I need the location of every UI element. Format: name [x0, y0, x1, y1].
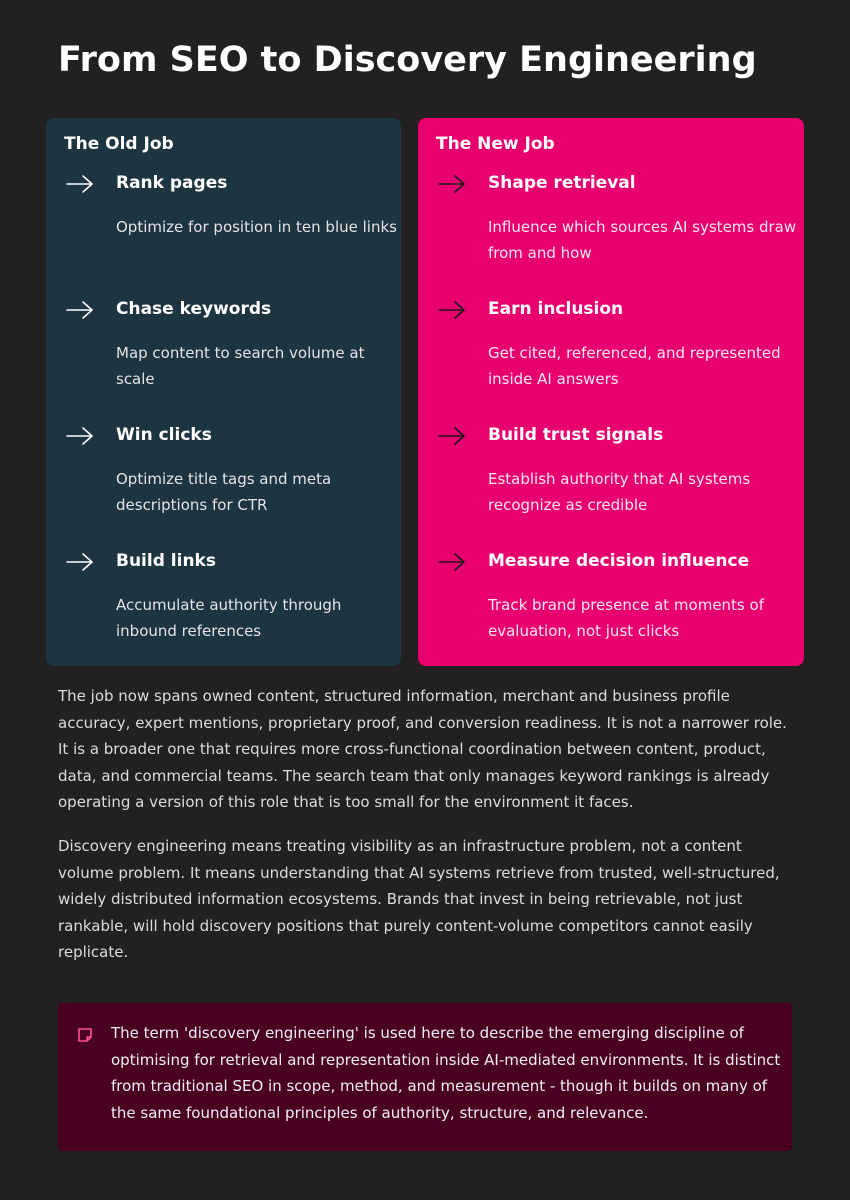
page-title: From SEO to Discovery Engineering [58, 40, 757, 80]
item-title: Measure decision influence [488, 551, 750, 571]
item-description: Map content to search volume at scale [116, 344, 365, 388]
item-description: Establish authority that AI systems recognize as credible [488, 470, 751, 514]
arrow-right-icon [438, 300, 466, 320]
arrow-right-icon [438, 426, 466, 446]
list-item [436, 154, 797, 280]
note-icon [77, 1027, 93, 1043]
item-description: Influence which sources AI systems draw from and how [488, 218, 797, 262]
arrow-right-icon [66, 300, 94, 320]
arrow-right-icon [438, 174, 466, 194]
item-description: Optimize for position in ten blue links [116, 218, 397, 236]
item-title: Chase keywords [116, 299, 272, 319]
item-description: Optimize title tags and meta descriptions for CTR [116, 470, 332, 514]
list-item [64, 154, 397, 280]
list-item [436, 532, 786, 658]
item-title: Shape retrieval [488, 173, 636, 193]
item-title: Rank pages [116, 173, 228, 193]
list-item [64, 532, 383, 658]
arrow-right-icon [66, 426, 94, 446]
arrow-right-icon [66, 174, 94, 194]
old-job-heading: The Old Job [64, 134, 174, 154]
note-callout [58, 1003, 792, 1151]
list-item [64, 280, 383, 406]
item-title: Win clicks [116, 425, 212, 445]
arrow-right-icon [438, 552, 466, 572]
item-description: Get cited, referenced, and represented inside AI answers [488, 344, 781, 388]
item-title: Build links [116, 551, 216, 571]
item-description: Track brand presence at moments of evaluation, not just clicks [488, 596, 764, 640]
new-job-card [418, 118, 804, 666]
item-title: Earn inclusion [488, 299, 624, 319]
list-item [436, 280, 786, 406]
item-title: Build trust signals [488, 425, 664, 445]
list-item [64, 406, 383, 532]
new-job-heading: The New Job [436, 134, 555, 154]
list-item [436, 406, 786, 532]
note-text: The term 'discovery engineering' is used here to describe the emerging discipline of optimising for retrieval and representation inside AI-mediated environments. It is distinct from traditional SEO in scope, method, and measurement - though it builds on many of the same foundational principles of authority, structure, and relevance. [111, 1024, 781, 1122]
body-paragraph: Discovery engineering means treating visibility as an infrastructure problem, not a content volume problem. It means understanding that AI systems retrieve from trusted, well-structured, widely distributed information ecosystems. Brands that invest in being retrievable, not just rankable, will hold discovery positions that purely content-volume competitors cannot easily replicate. [58, 837, 780, 961]
arrow-right-icon [66, 552, 94, 572]
body-paragraph: The job now spans owned content, structured information, merchant and business profile accuracy, expert mentions, proprietary proof, and conversion readiness. It is not a narrower role. It is a broader one that requires more cross-functional coordination between content, product, data, and commercial teams. The search team that only manages keyword rankings is already operating a version of this role that is too small for the environment it faces. [58, 687, 787, 811]
old-job-card [46, 118, 401, 666]
item-description: Accumulate authority through inbound references [116, 596, 342, 640]
